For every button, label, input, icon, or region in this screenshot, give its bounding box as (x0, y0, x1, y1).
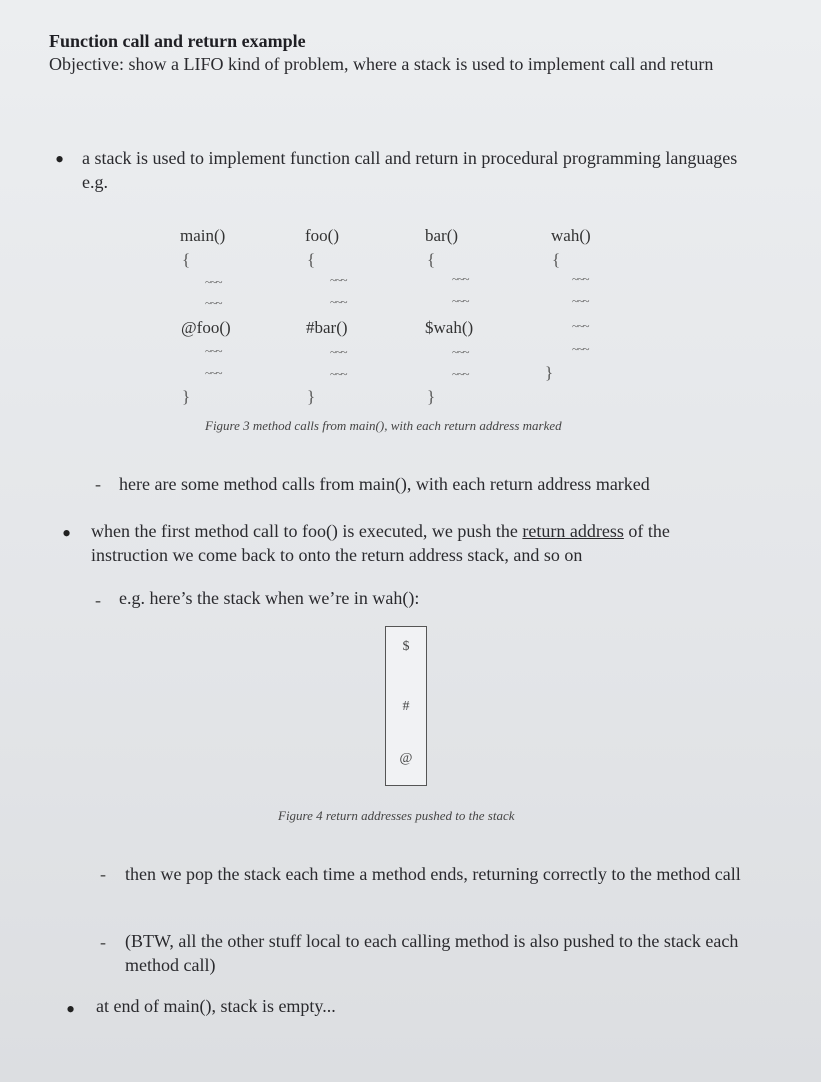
function-name-main: main() (180, 226, 226, 245)
close-brace: } (427, 387, 436, 406)
bullet-marker: • (55, 145, 65, 174)
bullet-marker: • (62, 519, 72, 548)
code-placeholder-line: ~~~ (452, 367, 469, 381)
bullet-3-text: at end of main(), stack is empty... (96, 996, 336, 1016)
return-address-stack (385, 626, 427, 786)
sub-point-3-text: then we pop the stack each time a method ends, returning correctly to the method call (125, 864, 741, 884)
code-placeholder-line: ~~~ (572, 272, 589, 286)
close-brace: } (307, 387, 316, 406)
sub-point-4-text: (BTW, all the other stuff local to each calling method is also pushed to the stack each method call) (125, 931, 739, 975)
bullet-marker: • (66, 995, 76, 1024)
function-name-bar: bar() (425, 226, 459, 245)
code-placeholder-line: ~~~ (205, 366, 222, 380)
code-placeholder-line: ~~~ (330, 295, 347, 309)
bullet-1-text: a stack is used to implement function call and return in procedural programming languages e.g. (82, 148, 738, 192)
code-placeholder-line: ~~~ (572, 342, 589, 356)
open-brace: { (427, 250, 436, 269)
dash-marker: - (95, 474, 101, 494)
return-address-term: return address (522, 521, 624, 541)
open-brace: { (182, 250, 191, 269)
open-brace: { (552, 250, 561, 269)
code-placeholder-line: ~~~ (330, 273, 347, 287)
bullet-2-text-after: of the instruction we come back to onto the return address stack, and so on (91, 521, 670, 565)
code-placeholder-line: ~~~ (205, 296, 222, 310)
code-placeholder-line: ~~~ (572, 319, 589, 333)
sub-point-2-text: e.g. here’s the stack when we’re in wah(): (119, 588, 420, 608)
figure-4-caption: Figure 4 return addresses pushed to the stack (278, 808, 515, 823)
bullet-2-text-before: when the first method call to foo() is executed, we push the (91, 521, 523, 541)
call-site-bar: #bar() (306, 318, 348, 337)
dash-marker: - (100, 864, 106, 884)
close-brace: } (182, 387, 191, 406)
call-site-foo: @foo() (181, 318, 231, 337)
code-placeholder-line: ~~~ (330, 367, 347, 381)
dash-marker: - (95, 590, 101, 610)
bullet-2-text (91, 519, 731, 567)
code-placeholder-line: ~~~ (330, 345, 347, 359)
code-placeholder-line: ~~~ (205, 344, 222, 358)
stack-entry-bottom: @ (399, 751, 413, 766)
close-brace: } (545, 363, 554, 382)
code-placeholder-line: ~~~ (452, 272, 469, 286)
stack-entry-top: $ (402, 639, 410, 654)
sub-point-1-text: here are some method calls from main(), with each return address marked (119, 474, 650, 494)
stack-entry-middle: # (402, 699, 410, 714)
figure-3-caption: Figure 3 method calls from main(), with each return address marked (205, 418, 562, 433)
code-placeholder-line: ~~~ (572, 294, 589, 308)
objective-text: Objective: show a LIFO kind of problem, where a stack is used to implement call and return (49, 54, 714, 74)
code-placeholder-line: ~~~ (452, 294, 469, 308)
open-brace: { (307, 250, 316, 269)
function-name-wah: wah() (551, 226, 591, 245)
call-site-wah: $wah() (425, 318, 474, 337)
dash-marker: - (100, 932, 106, 952)
page-title: Function call and return example (49, 31, 306, 51)
code-placeholder-line: ~~~ (452, 345, 469, 359)
code-placeholder-line: ~~~ (205, 275, 222, 289)
function-name-foo: foo() (305, 226, 339, 245)
